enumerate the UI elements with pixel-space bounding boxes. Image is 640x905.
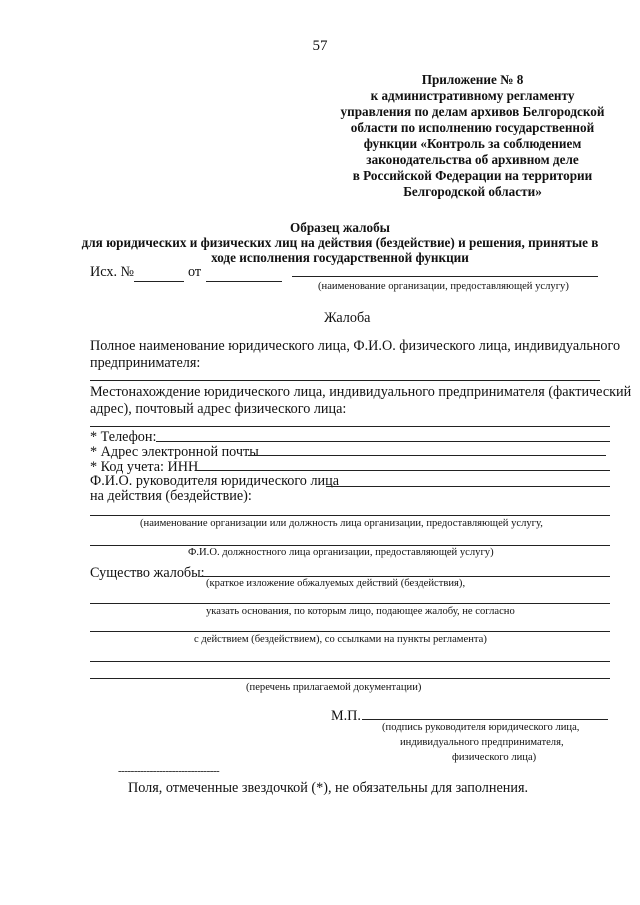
references-caption: с действием (бездействием), со ссылками на пункты регламента) <box>194 634 487 645</box>
appendix-line: функции «Контроль за соблюдением <box>363 136 582 151</box>
inn-label: * Код учета: ИНН <box>90 459 199 475</box>
head-name-label: Ф.И.О. руководителя юридического лица <box>90 473 340 489</box>
essence-field[interactable] <box>200 576 610 577</box>
outgoing-number-label: Исх. № <box>90 264 135 280</box>
heading-subtitle: для юридических и физических лиц на действия (бездействие) и решения, принятые в <box>81 235 599 250</box>
email-label: * Адрес электронной почты <box>90 444 259 460</box>
grounds-field[interactable] <box>90 603 610 604</box>
appendix-line: к административному регламенту <box>370 88 575 103</box>
head-name-field[interactable] <box>326 486 610 487</box>
org-position-caption: (наименование организации или должность лица организации, предоставляющей услугу, <box>140 518 543 529</box>
appendix-block <box>320 72 625 200</box>
full-name-field[interactable] <box>90 380 600 381</box>
signature-caption: индивидуального предпринимателя, <box>400 737 564 748</box>
full-name-label: Полное наименование юридического лица, Ф.И.О. физического лица, индивидуального <box>90 338 621 354</box>
date-field[interactable] <box>206 281 282 282</box>
location-label-cont: адрес), почтовый адрес физического лица: <box>90 401 347 417</box>
stamp-label: М.П. <box>331 708 361 724</box>
appendix-line: области по исполнению государственной <box>350 120 595 135</box>
location-label: Местонахождение юридического лица, индивидуального предпринимателя (фактический <box>90 384 632 400</box>
document-heading <box>60 220 620 265</box>
organization-field[interactable] <box>292 276 598 277</box>
complaint-heading: Жалоба <box>324 310 371 326</box>
grounds-caption: указать основания, по которым лицо, подающее жалобу, не согласно <box>206 606 515 617</box>
official-name-caption: Ф.И.О. должностного лица организации, предоставляющей услугу) <box>188 547 494 558</box>
appendix-line: законодательства об архивном деле <box>366 152 579 167</box>
heading-title: Образец жалобы <box>290 220 390 235</box>
org-position-field[interactable] <box>90 515 610 516</box>
heading-subtitle: ходе исполнения государственной функции <box>211 250 469 265</box>
signature-caption: физического лица) <box>452 752 537 763</box>
actions-label: на действия (бездействие): <box>90 488 252 504</box>
organization-caption: (наименование организации, предоставляющей услугу) <box>318 281 569 292</box>
location-field[interactable] <box>90 426 610 427</box>
inn-field[interactable] <box>195 470 610 471</box>
footnote-text: Поля, отмеченные звездочкой (*), не обязательны для заполнения. <box>128 780 529 796</box>
appendix-line: в Российской Федерации на территории <box>352 168 593 183</box>
page-number: 57 <box>312 38 328 54</box>
date-label: от <box>188 264 202 280</box>
full-name-label-cont: предпринимателя: <box>90 355 201 371</box>
signature-caption: (подпись руководителя юридического лица, <box>382 722 580 733</box>
appendix-line: управления по делам архивов Белгородской <box>340 104 605 119</box>
signature-field[interactable] <box>362 719 608 720</box>
essence-label: Существо жалобы: <box>90 565 205 581</box>
phone-field[interactable] <box>156 441 610 442</box>
email-field[interactable] <box>248 455 606 456</box>
appendix-line: Белгородской области» <box>403 184 542 199</box>
footnote-separator: -------------------------------- <box>118 765 220 777</box>
attachments-caption: (перечень прилагаемой документации) <box>246 682 422 693</box>
appendix-title: Приложение № 8 <box>421 72 524 87</box>
phone-label: * Телефон: <box>90 429 157 445</box>
official-name-field[interactable] <box>90 545 610 546</box>
attachments-field-2[interactable] <box>90 678 610 679</box>
references-field[interactable] <box>90 631 610 632</box>
outgoing-number-field[interactable] <box>134 281 184 282</box>
attachments-field-1[interactable] <box>90 661 610 662</box>
summary-caption: (краткое изложение обжалуемых действий (бездействия), <box>206 578 466 589</box>
